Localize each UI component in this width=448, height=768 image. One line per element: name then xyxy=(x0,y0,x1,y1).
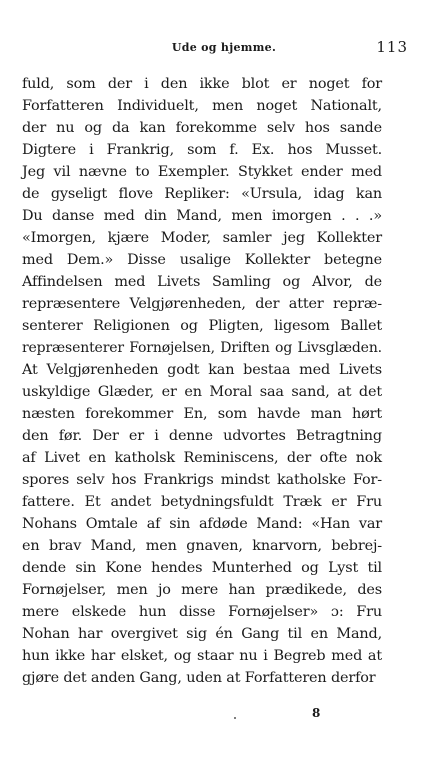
text-line: gjøre det anden Gang, uden at Forfatteren derfor xyxy=(22,670,376,686)
text-line: spores selv hos Frankrigs mindst katholske For- xyxy=(22,472,382,488)
text-line: repræsentere Velgjørenheden, der atter repræ- xyxy=(22,296,382,312)
text-line: hun ikke har elsket, og staar nu i Begreb med at xyxy=(22,648,382,664)
text-line: mere elskede hun disse Fornøjelser» ɔ: Fru xyxy=(22,604,382,620)
text-line: en brav Mand, men gnaven, knarvorn, bebrej- xyxy=(22,538,382,554)
text-line: næsten forekommer En, som havde man hørt xyxy=(22,406,382,422)
signature-mark: 8 xyxy=(312,706,321,720)
text-line: de gyseligt flove Repliker: «Ursula, idag kan xyxy=(22,186,382,202)
text-line: den før. Der er i denne udvortes Betragtning xyxy=(22,428,382,444)
text-line: Nohans Omtale af sin afdøde Mand: «Han var xyxy=(22,516,382,532)
text-line: fattere. Et andet betydningsfuldt Træk er Fru xyxy=(22,494,382,510)
text-line: Forfatteren Individuelt, men noget Nationalt, xyxy=(22,98,382,114)
text-line: senterer Religionen og Pligten, ligesom Ballet xyxy=(22,318,382,334)
text-line: «Imorgen, kjære Moder, samler jeg Kollekter xyxy=(22,230,382,246)
text-line: Jeg vil nævne to Exempler. Stykket ender med xyxy=(22,164,382,180)
text-line: uskyldige Glæder, er en Moral saa sand, at det xyxy=(22,384,382,400)
text-line: der nu og da kan forekomme selv hos sande xyxy=(22,120,382,136)
page-number: 113 xyxy=(376,38,408,56)
text-line: Du danse med din Mand, men imorgen . . .» xyxy=(22,208,382,224)
text-line: dende sin Kone hendes Munterhed og Lyst til xyxy=(22,560,382,576)
print-speck xyxy=(234,717,236,719)
text-line: Fornøjelser, men jo mere han prædikede, des xyxy=(22,582,382,598)
text-line: At Velgjørenheden godt kan bestaa med Livets xyxy=(22,362,382,378)
body-text xyxy=(22,73,382,689)
running-head xyxy=(0,38,448,58)
text-line: Digtere i Frankrig, som f. Ex. hos Musset. xyxy=(22,142,382,158)
text-line: repræsenterer Fornøjelsen, Driften og Livsglæden. xyxy=(22,340,382,356)
text-line: Affindelsen med Livets Samling og Alvor, de xyxy=(22,274,382,290)
text-line: fuld, som der i den ikke blot er noget for xyxy=(22,76,382,92)
text-line: med Dem.» Disse usalige Kollekter betegne xyxy=(22,252,382,268)
text-line: Nohan har overgivet sig én Gang til en Mand, xyxy=(22,626,382,642)
text-line: af Livet en katholsk Reminiscens, der ofte nok xyxy=(22,450,382,466)
running-title: Ude og hjemme. xyxy=(171,41,277,54)
